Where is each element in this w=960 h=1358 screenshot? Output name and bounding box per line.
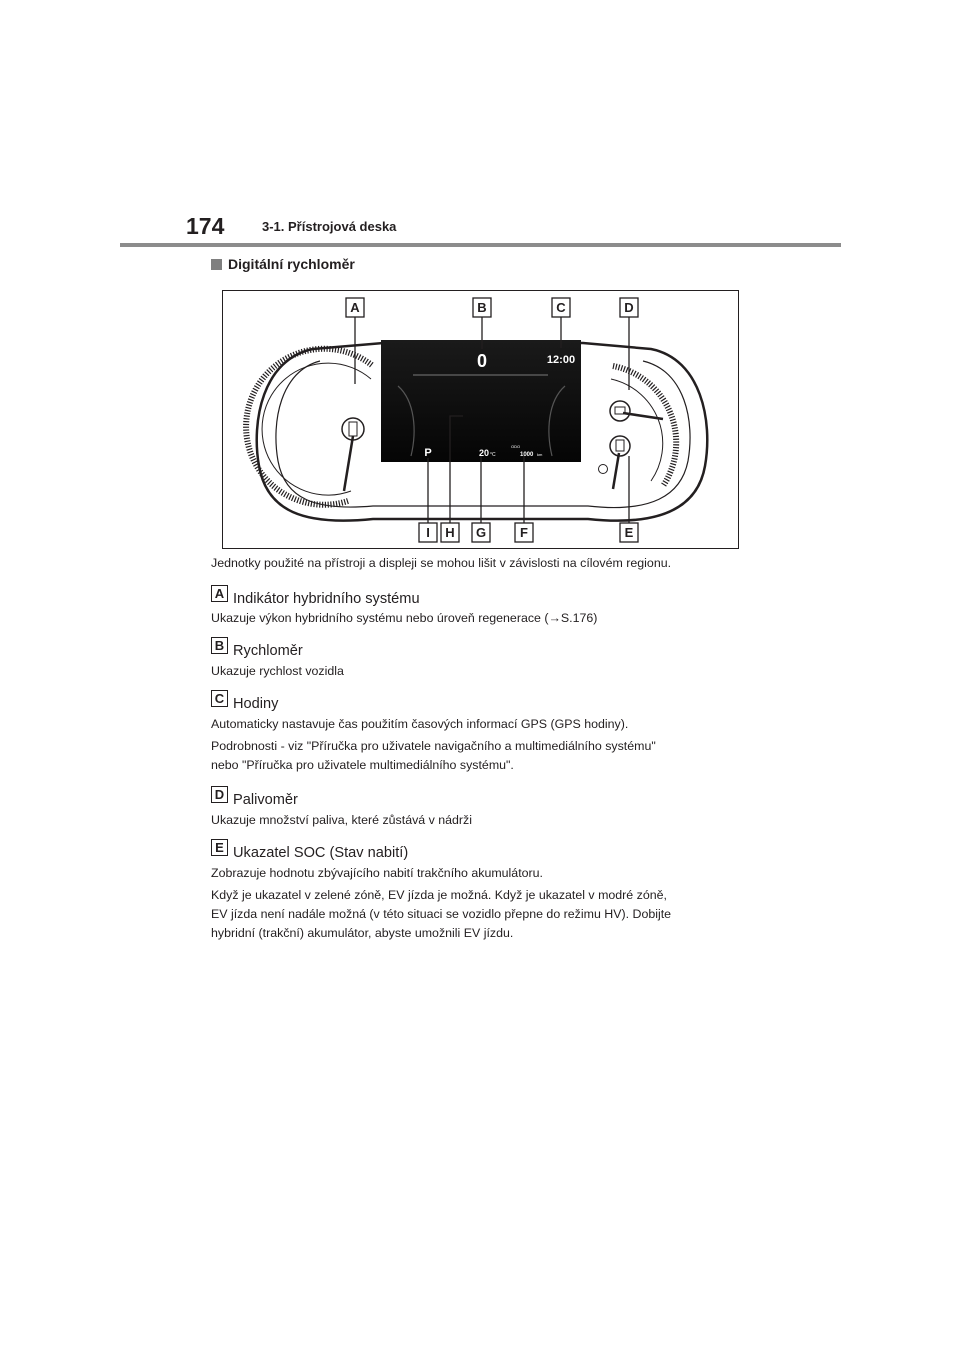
display-clock: 12:00 [546,354,576,366]
display-temperature-unit: °C [490,452,496,458]
entry-e-title-row [211,840,409,861]
entry-d-body [211,811,751,830]
entry-c-title-row [211,691,279,712]
instrument-cluster-figure [222,290,739,549]
subheading [211,256,355,272]
svg-text:A: A [350,300,360,315]
display-temperature: 20 [479,448,490,458]
svg-text:B: B [477,300,487,315]
entry-d-title: Palivoměr [233,791,298,808]
entry-c-line-3: nebo "Příručka pro uživatele multimediálního systému". [211,758,514,772]
entry-d-letter: D [211,786,228,803]
entry-a-title: Indikátor hybridního systému [233,590,420,607]
svg-text:I: I [426,525,430,540]
instrument-cluster-illustration [223,291,740,550]
entry-e-body [211,864,751,943]
callout-box-g [472,523,490,542]
entry-a-letter: A [211,585,228,602]
entry-c-letter: C [211,690,228,707]
entry-d-line-1: Ukazuje množství paliva, které zůstává v nádrži [211,813,473,827]
svg-text:F: F [520,525,528,540]
entry-b-title-row [211,638,303,659]
entry-e-letter: E [211,839,228,856]
entry-c-line-1: Automaticky nastavuje čas použitím časových informací GPS (GPS hodiny). [211,717,629,731]
display-odometer-unit: km [537,452,543,457]
entry-e-line-2: Když je ukazatel v zelené zóně, EV jízda je možná. Když je ukazatel v modré zóně, [211,888,667,902]
square-bullet-icon [211,259,222,270]
callout-box-h [441,523,459,542]
entry-b-title: Rychloměr [233,642,303,659]
callout-box-b [473,298,491,317]
svg-text:E: E [624,525,634,540]
callout-box-d [620,298,638,317]
entry-a-body [211,609,751,628]
svg-text:G: G [475,525,487,540]
entry-a-title-row [211,586,420,607]
display-speed: 0 [476,351,488,371]
entry-e-line-3: EV jízda není nadále možná (v této situaci se vozidlo přepne do režimu HV). Dobijte [211,907,672,921]
center-display [381,340,581,462]
entry-a-line-1: Ukazuje výkon hybridního systému nebo úroveň regenerace (→S.176) [211,611,598,625]
display-gear: P [424,447,432,459]
entry-b-body [211,662,751,681]
callout-box-f [515,523,533,542]
svg-text:H: H [445,525,455,540]
svg-text:C: C [556,300,566,315]
entry-d-title-row [211,787,298,808]
callout-box-c [552,298,570,317]
entry-e-line-1: Zobrazuje hodnotu zbývajícího nabití trakčního akumulátoru. [211,866,543,880]
page-number: 174 [186,213,225,239]
entry-c-body [211,715,751,775]
entry-c-line-2: Podrobnosti - viz "Příručka pro uživatele navigačního a multimediálního systému" [211,739,656,753]
entry-e-title: Ukazatel SOC (Stav nabití) [233,844,409,861]
entry-e-line-4: hybridní (trakční) akumulátor, abyste umožnili EV jízdu. [211,926,514,940]
callout-box-a [346,298,364,317]
entry-b-line-1: Ukazuje rychlost vozidla [211,664,344,678]
callout-box-e [620,523,638,542]
svg-text:D: D [624,300,634,315]
callout-box-i [419,523,437,542]
entry-b-letter: B [211,637,228,654]
header-divider [120,243,841,247]
section-title: 3-1. Přístrojová deska [262,219,397,234]
subheading-text: Digitální rychloměr [228,256,355,272]
entry-c-title: Hodiny [233,695,279,712]
display-odometer: 1000 [520,452,534,458]
display-odo-label: ODO [511,444,521,449]
figure-caption: Jednotky použité na přístroji a displeji se mohou lišit v závislosti na cílovém regionu. [211,556,672,570]
